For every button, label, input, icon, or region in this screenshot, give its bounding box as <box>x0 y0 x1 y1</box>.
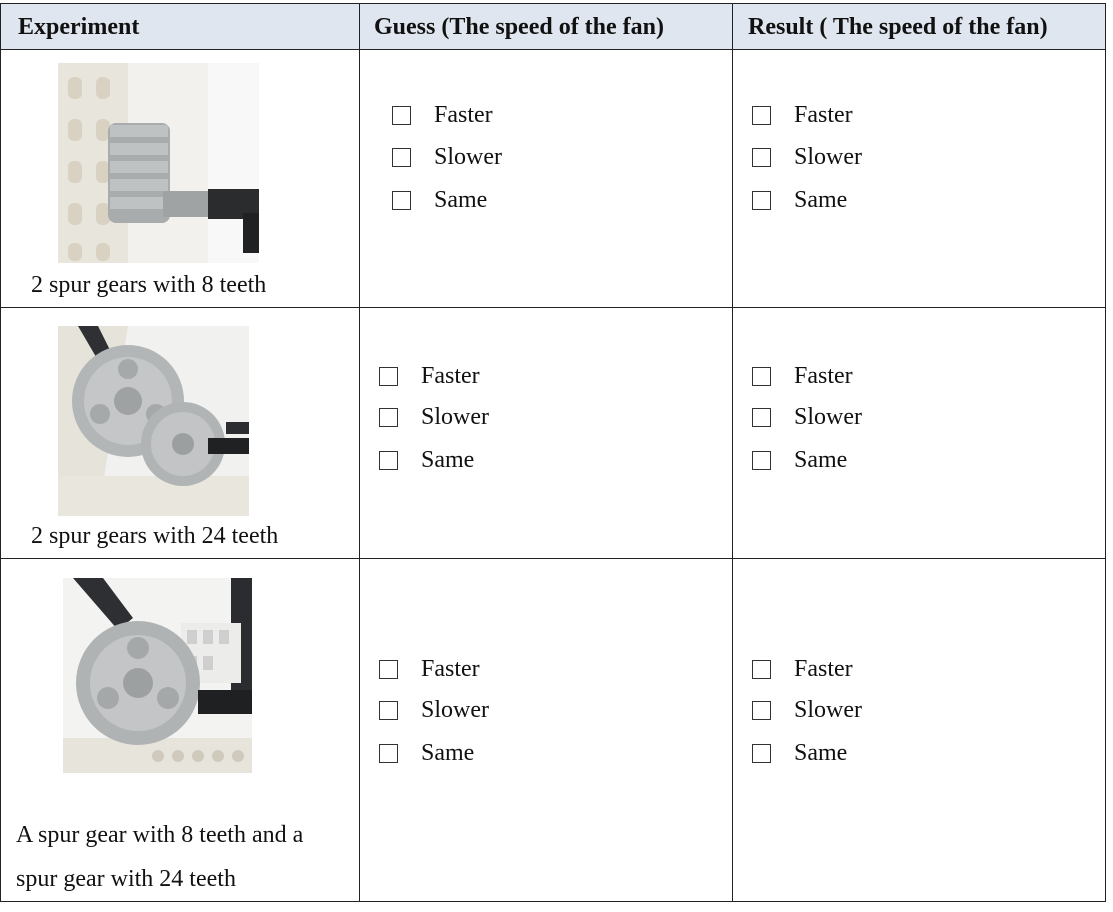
row-2-photo <box>58 326 249 516</box>
row-divider <box>1 307 1105 308</box>
option-label: Faster <box>421 656 480 682</box>
option-label: Same <box>794 740 848 766</box>
header-result: Result ( The speed of the fan) <box>748 14 1048 40</box>
row-2-caption: 2 spur gears with 24 teeth <box>31 523 279 549</box>
row-1-photo <box>58 63 259 263</box>
result-checkbox-faster[interactable] <box>752 660 771 679</box>
guess-checkbox-same[interactable] <box>392 191 411 210</box>
option-label: Slower <box>421 697 489 723</box>
option-label: Same <box>421 740 475 766</box>
option-label: Faster <box>794 363 853 389</box>
row-divider <box>1 558 1105 559</box>
option-label: Same <box>434 187 488 213</box>
option-label: Faster <box>794 656 853 682</box>
mixed-gear-pair-photo <box>63 578 252 773</box>
option-label: Slower <box>421 404 489 430</box>
row-3-caption-line-1: A spur gear with 8 teeth and a <box>16 822 304 848</box>
option-label: Slower <box>794 697 862 723</box>
row-divider <box>1 49 1105 50</box>
result-checkbox-faster[interactable] <box>752 106 771 125</box>
row-3-photo <box>63 578 252 773</box>
guess-checkbox-slower[interactable] <box>392 148 411 167</box>
guess-checkbox-faster[interactable] <box>379 660 398 679</box>
result-checkbox-same[interactable] <box>752 744 771 763</box>
large-gear-pair-photo <box>58 326 249 516</box>
option-label: Faster <box>794 102 853 128</box>
option-label: Same <box>794 447 848 473</box>
guess-checkbox-slower[interactable] <box>379 701 398 720</box>
option-label: Same <box>794 187 848 213</box>
guess-checkbox-slower[interactable] <box>379 408 398 427</box>
guess-checkbox-faster[interactable] <box>379 367 398 386</box>
header-experiment: Experiment <box>18 14 140 40</box>
small-gear-pair-photo <box>58 63 259 263</box>
option-label: Faster <box>421 363 480 389</box>
experiment-table <box>0 3 1106 902</box>
option-label: Faster <box>434 102 493 128</box>
result-checkbox-slower[interactable] <box>752 408 771 427</box>
option-label: Slower <box>794 404 862 430</box>
result-checkbox-slower[interactable] <box>752 701 771 720</box>
guess-checkbox-same[interactable] <box>379 451 398 470</box>
header-guess: Guess (The speed of the fan) <box>374 14 665 40</box>
row-1-caption: 2 spur gears with 8 teeth <box>31 272 267 298</box>
option-label: Slower <box>434 144 502 170</box>
option-label: Same <box>421 447 475 473</box>
result-checkbox-faster[interactable] <box>752 367 771 386</box>
column-divider <box>732 4 733 901</box>
row-3-caption-line-2: spur gear with 24 teeth <box>16 866 236 892</box>
result-checkbox-same[interactable] <box>752 191 771 210</box>
guess-checkbox-same[interactable] <box>379 744 398 763</box>
result-checkbox-same[interactable] <box>752 451 771 470</box>
column-divider <box>359 4 360 901</box>
result-checkbox-slower[interactable] <box>752 148 771 167</box>
guess-checkbox-faster[interactable] <box>392 106 411 125</box>
option-label: Slower <box>794 144 862 170</box>
